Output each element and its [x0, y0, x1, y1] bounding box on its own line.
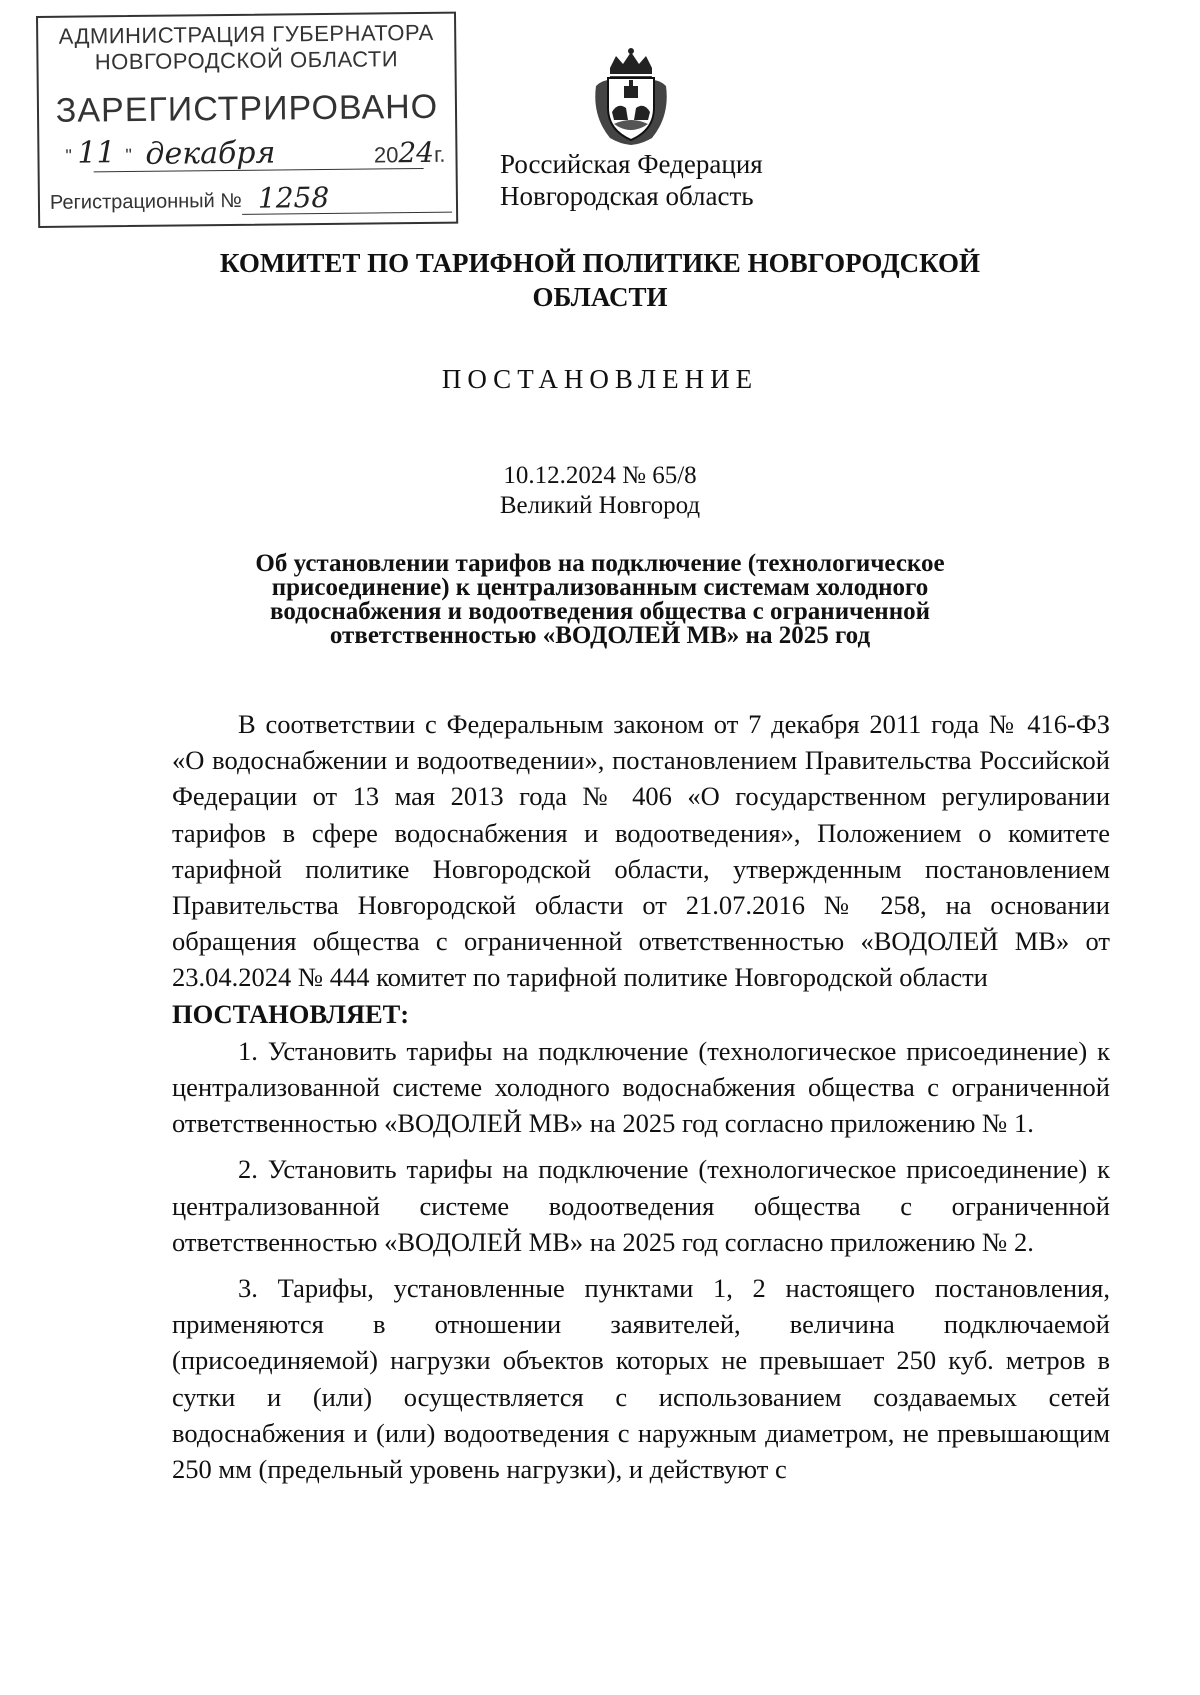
doc-subject: Об установлении тарифов на подключение (технологическое присоединение) к централизованным системам холодного водоснабжения и водоотведения общества с ограниченной ответственностью «ВОДОЛЕЙ МВ» на 2025 год: [255, 550, 945, 649]
committee-title: КОМИТЕТ ПО ТАРИФНОЙ ПОЛИТИКЕ НОВГОРОДСКОЙ ОБЛАСТИ: [219, 248, 981, 312]
item-2-paragraph: 2. Установить тарифы на подключение (технологическое присоединение) к централизованной системе водоотведения общества с ограниченной ответственностью «ВОДОЛЕЙ МВ» на 2025 год согласно приложению № 2.: [172, 1154, 1110, 1257]
stamp-year: 2024г.: [373, 135, 446, 170]
doc-number-block: [0, 461, 1200, 521]
registration-stamp: [36, 12, 458, 228]
country-block: [500, 148, 763, 212]
stamp-reg-number: 1258: [257, 180, 330, 215]
decree-verb: ПОСТАНОВЛЯЕТ:: [172, 998, 410, 1029]
doc-type-title: ПОСТАНОВЛЕНИЕ: [441, 364, 759, 394]
region-name: Новгородская область: [500, 181, 754, 211]
novgorod-coat-of-arms-icon: [590, 46, 672, 146]
stamp-registered: ЗАРЕГИСТРИРОВАНО: [55, 87, 439, 130]
country-name: Российская Федерация: [500, 149, 763, 179]
doc-city: Великий Новгород: [499, 492, 701, 519]
item-1-paragraph: 1. Установить тарифы на подключение (технологическое присоединение) к централизованной системе холодного водоснабжения общества с ограниченной ответственностью «ВОДОЛЕЙ МВ» на 2025 год согласно приложению № 1.: [172, 1035, 1110, 1139]
stamp-date-row: " 11 " декабря 2024г.: [65, 135, 446, 172]
stamp-org-line2: НОВГОРОДСКОЙ ОБЛАСТИ: [94, 46, 399, 75]
item-3-paragraph: 3. Тарифы, установленные пунктами 1, 2 настоящего постановления, применяются в отношении заявителей, величина подключаемой (присоединяемой) нагрузки объектов которых не превышает 250 куб. метров в сутки и (или) осуществляется с использованием создаваемых сетей водоснабжения и (или) водоотведения с наружным диаметром, не превышающим 250 мм (предельный уровень нагрузки), и действуют с: [172, 1273, 1110, 1485]
stamp-day: 11: [77, 135, 116, 171]
stamp-reg-label: Регистрационный №: [49, 189, 242, 214]
preamble-paragraph: В соответствии с Федеральным законом от 7 декабря 2011 года № 416-ФЗ «О водоснабжении и водоотведении», постановлением Правительства Российской Федерации от 13 мая 2013 года № 406 «О государственном регулировании тарифов в сфере водоснабжения и водоотведения», Положением о комитете тарифной политике Новгородской области, утвержденным постановлением Правительства Новгородской области от 21.07.2016 № 258, на основании обращения общества с ограниченной ответственностью «ВОДОЛЕЙ МВ» от 23.04.2024 № 444 комитет по тарифной политике Новгородской области: [172, 709, 1110, 993]
stamp-regnum-row: [50, 180, 450, 220]
doc-body: [172, 706, 1110, 1487]
stamp-org-line1: АДМИНИСТРАЦИЯ ГУБЕРНАТОРА: [58, 19, 434, 49]
stamp-month: декабря: [145, 135, 276, 172]
doc-date-number: 10.12.2024 № 65/8: [503, 462, 697, 489]
